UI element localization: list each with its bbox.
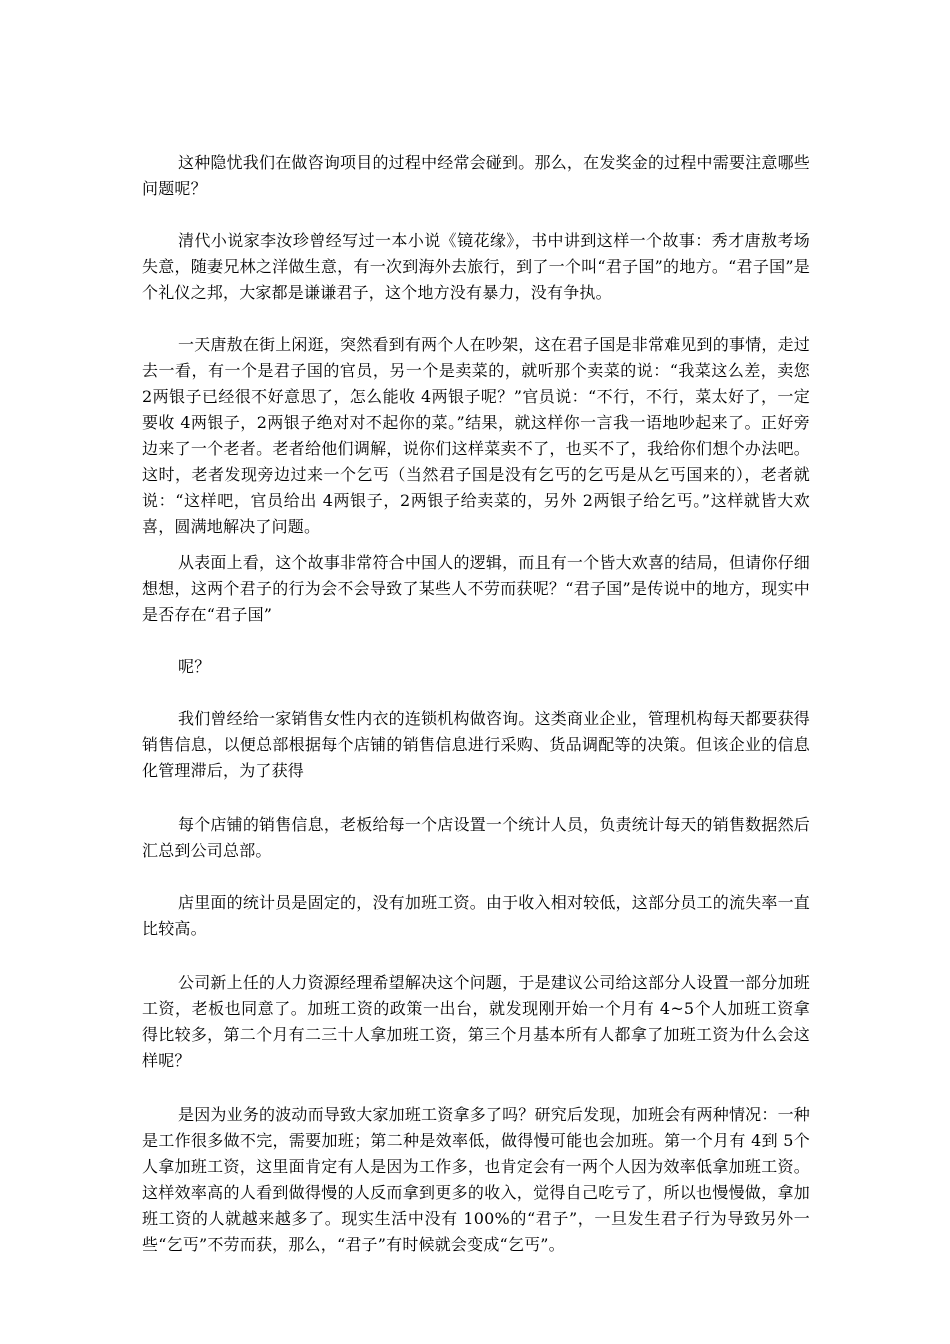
paragraph-4: 从表面上看，这个故事非常符合中国人的逻辑，而且有一个皆大欢喜的结局，但请你仔细想想，这两个君子的行为会不会导致了某些人不劳而获呢？“君子国”是传说中的地方，现实中是否存在“君子国” [142, 553, 810, 624]
paragraph-6: 我们曾经给一家销售女性内衣的连锁机构做咨询。这类商业企业，管理机构每天都要获得销售信息，以便总部根据每个店铺的销售信息进行采购、货品调配等的决策。但该企业的信息化管理滞后，为了获得 [142, 709, 810, 780]
paragraph-3: 一天唐敖在街上闲逛，突然看到有两个人在吵架，这在君子国是非常难见到的事情，走过去一看，有一个是君子国的官员，另一个是卖菜的，就听那个卖菜的说：“我菜这么差，卖您 2两银子已经很不好意思了，怎么能收 4两银子呢？”官员说：“不行，不行，菜太好了，一定要收 4两银子，2两银子绝对对不起你的菜。”结果，就这样你一言我一语地吵起来了。正好旁边来了一个老者。老者给他们调解，说你们这样菜卖不了，也买不了，我给你们想个办法吧。这时，老者发现旁边过来一个乞丐（当然君子国是没有乞丐的乞丐是从乞丐国来的），老者就说：“这样吧，官员给出 4两银子，2两银子给卖菜的，另外 2两银子给乞丐。”这样就皆大欢喜，圆满地解决了问题。 [142, 335, 810, 536]
paragraph-2: 清代小说家李汝珍曾经写过一本小说《镜花缘》，书中讲到这样一个故事：秀才唐敖考场失意，随妻兄林之洋做生意，有一次到海外去旅行，到了一个叫“君子国”的地方。“君子国”是个礼仪之邦，大家都是谦谦君子，这个地方没有暴力，没有争执。 [142, 231, 810, 302]
paragraph-9: 公司新上任的人力资源经理希望解决这个问题，于是建议公司给这部分人设置一部分加班工资，老板也同意了。加班工资的政策一出台，就发现刚开始一个月有 4~5个人加班工资拿得比较多，第二个月有二三十人拿加班工资，第三个月基本所有人都拿了加班工资为什么会这样呢？ [142, 973, 810, 1070]
paragraph-5: 呢？ [178, 657, 211, 676]
paragraph-1: 这种隐忧我们在做咨询项目的过程中经常会碰到。那么，在发奖金的过程中需要注意哪些问题呢？ [142, 153, 810, 198]
paragraph-7: 每个店铺的销售信息，老板给每一个店设置一个统计人员，负责统计每天的销售数据然后汇总到公司总部。 [142, 815, 810, 860]
paragraph-10: 是因为业务的波动而导致大家加班工资拿多了吗？研究后发现，加班会有两种情况：一种是工作很多做不完，需要加班；第二种是效率低，做得慢可能也会加班。第一个月有 4到 5个人拿加班工资，这里面肯定有人是因为工作多，也肯定会有一两个人因为效率低拿加班工资。这样效率高的人看到做得慢的人反而拿到更多的收入，觉得自己吃亏了，所以也慢慢做，拿加班工资的人就越来越多了。现实生活中没有 100%的“君子”，一旦发生君子行为导致另外一些“乞丐”不劳而获，那么，“君子”有时候就会变成“乞丐”。 [142, 1105, 810, 1254]
paragraph-8: 店里面的统计员是固定的，没有加班工资。由于收入相对较低，这部分员工的流失率一直比较高。 [142, 893, 810, 938]
